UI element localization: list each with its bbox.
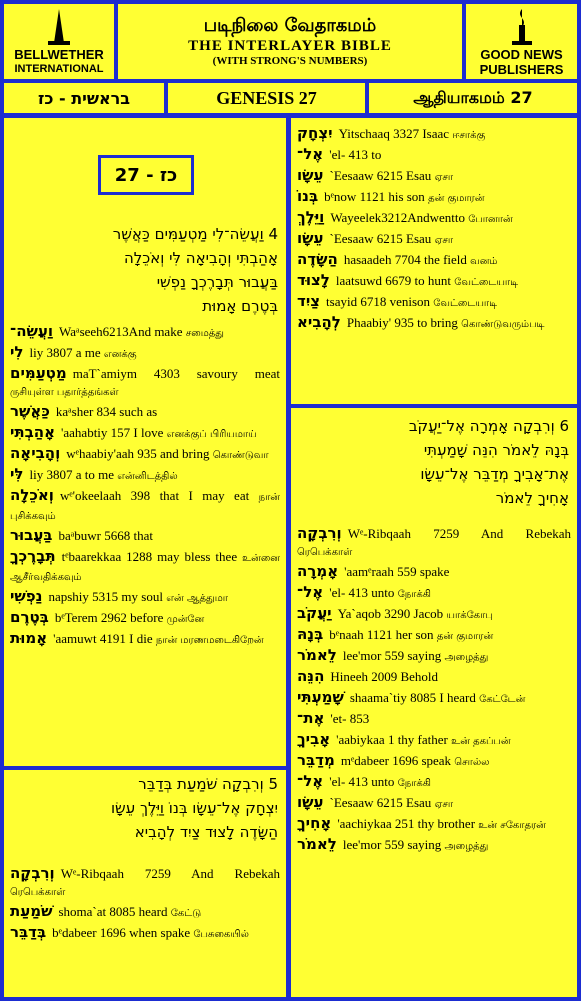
title-tamil: படிநிலை வேதாகமம் [203,15,377,36]
bellwether-logo [4,4,114,79]
word-entry [4,343,286,364]
tamil-gloss: முன்னே [166,614,205,625]
hebrew-word: אָמוּת [10,629,48,647]
word-entry [291,730,577,751]
hebrew-word: הִנֵּה [297,667,325,685]
translit-strongs-english: tsayid 6718 venison [326,294,431,309]
word-entry [4,608,286,629]
hebrew-word: לָצוּד [297,271,330,289]
word-entry [291,124,577,145]
translit-strongs-english: 'el- 413 to [329,147,382,162]
tamil-gloss: சமைத்து [185,328,224,339]
translit-strongs-english: Ya`aqob 3290 Jacob [337,606,444,621]
tamil-gloss: தன் குமாரன் [436,631,494,642]
translit-strongs-english: `Eesaaw 6215 Esau [329,795,432,810]
tamil-gloss: ஏசா [434,235,454,246]
word-entry [4,486,286,526]
verse6-line1: 6 וְרִבְקָה אָמְרָה אֶל־יַעֲקֹב [408,417,569,435]
hebrew-word: הַשָּׂדֶה [297,250,338,268]
tamil-gloss: நான் மரணமடைகிறேன் [155,635,264,646]
book-tamil: ஆதியாகமம் 27 [369,83,577,113]
hebrew-word: וְרִבְקָה [297,524,342,542]
verse6-entries [291,524,577,856]
translit-strongs-english: 'aamᵉraah 559 spake [344,564,450,579]
word-entry [291,187,577,208]
tamil-gloss: அழைத்து [444,841,489,852]
word-entry [291,688,577,709]
verse6-line3: אֶת־אָבִיךָ מְדַבֵּר אֶל־עֵשָׂו [420,465,569,483]
verse5-line3: הַשָּׂדֶה לָצוּד צַיִד לְהָבִיא [134,823,278,841]
word-entry [291,271,577,292]
translit-strongs-english: 'aahabtiy 157 I love [61,425,164,440]
translit-strongs-english: 'aachiykaa 251 thy brother [337,816,476,831]
translit-strongs-english: bᵉnow 1121 his son [324,189,425,204]
translit-strongs-english: 'et- 853 [330,711,370,726]
tamil-gloss: ஏசா [434,799,454,810]
hebrew-word: אָהַבְתִּי [10,423,56,441]
word-entry [4,629,286,650]
hebrew-word: וְרִבְקָה [10,864,55,882]
hebrew-word: אָמְרָה [297,562,339,580]
translit-strongs-english: bᵉTerem 2962 before [54,610,164,625]
word-entry [291,292,577,313]
translit-strongs-english: `Eesaaw 6215 Esau [329,231,432,246]
word-entry [291,835,577,856]
word-entry [4,864,286,902]
tamil-gloss: நோக்கி [397,589,431,600]
translit-strongs-english: 'aamuwt 4191 I die [53,631,153,646]
tamil-gloss: உன்னை ஆசீர்வதிக்கவும் [10,553,280,583]
tamil-gloss: எனக்குப் பிரியமாய் [166,429,257,440]
tamil-gloss: உன் சகோதரன் [478,820,546,831]
translit-strongs-english: wᵉ'okeelaah 398 that I may eat [59,488,250,503]
verse4-line1: 4 וַעֲשֵׂה־לִי מַטְעַמִּים כַּאֲשֶׁר [112,225,278,243]
right-logo-line1: GOOD NEWS [480,46,563,62]
verse5-entries-right [291,118,577,334]
hebrew-word: בְּדַבֵּר [10,923,47,941]
translit-strongs-english: Wayeelek3212Andwentto [330,210,466,225]
hebrew-word: תְּבָרֶכְךָ [10,547,56,565]
tamil-gloss: தன் குமாரன் [428,193,485,204]
book-english: GENESIS 27 [168,83,365,113]
hebrew-word: לִּי [10,465,24,483]
word-entry [291,709,577,730]
hebrew-word: שֹׁמַעַת [10,902,53,920]
verse5-entries-left [4,864,286,944]
word-entry [291,583,577,604]
hebrew-word: לְהָבִיא [297,313,341,331]
tamil-gloss: ஏசா [434,172,454,183]
translit-strongs-english: Wᵉ-Ribqaah 7259 And Rebekah [347,526,571,541]
verse5-hebrew [4,770,286,844]
word-entry [291,208,577,229]
word-entry [291,625,577,646]
tamil-gloss: கேட்டேன் [479,694,526,705]
hebrew-word: בְּנָהּ [297,625,324,643]
tamil-gloss: சொல்ல [454,757,490,768]
verse6-line4: אָחִיךָ לֵאמֹר [495,489,569,507]
tamil-gloss: என்னிடத்தில் [117,471,178,482]
word-entry [4,364,286,402]
torch-icon [507,7,537,47]
left-logo-line2: INTERNATIONAL [14,62,104,75]
goodnews-logo [466,4,577,79]
tamil-gloss: ரெபெக்காள் [10,887,66,898]
left-logo-line1: BELLWETHER [14,46,104,62]
title-block [118,4,462,79]
hebrew-word: בְּנוֹ [297,187,319,205]
hebrew-word: לֵאמֹר [297,835,337,853]
verse5-line1: 5 וְרִבְקָה שֹׁמַעַת בְּדַבֵּר [138,775,278,793]
hebrew-word: יַעֲקֹב [297,604,332,622]
verse6-line2: בְּנָהּ לֵאמֹר הִנֵּה שָׁמַעְתִּי [423,441,569,459]
word-entry [4,423,286,444]
word-entry [4,465,286,486]
hebrew-word: אָבִיךָ [297,730,331,748]
verse4-line3: בַּעֲבוּר תְּבָרֶכְךָ נַפְשִׁי [156,273,278,291]
word-entry [4,547,286,587]
title-english: THE INTERLAYER BIBLE [188,38,392,54]
verse5-panel [4,770,286,997]
tamil-gloss: நோக்கி [397,778,431,789]
word-entry [291,667,577,688]
translit-strongs-english: Hineeh 2009 Behold [330,669,439,684]
translit-strongs-english: bᵉnaah 1121 her son [329,627,434,642]
word-entry [4,526,286,547]
verse4-panel [4,118,286,766]
word-entry [4,923,286,944]
verse6-panel [291,408,577,997]
verse5-continued-panel [291,118,577,404]
hebrew-word: וְהָבִיאָה [10,444,61,462]
word-entry [291,562,577,583]
word-entry [291,313,577,334]
hebrew-word: נַפְשִׁי [10,587,43,605]
verse4-entries [4,322,286,650]
tamil-gloss: ரெபெக்காள் [297,547,353,558]
translit-strongs-english: bᵉdabeer 1696 when spake [52,925,191,940]
word-entry [4,444,286,465]
tamil-gloss: வனம் [470,256,498,267]
hebrew-word: אֶל־ [297,145,324,163]
tamil-gloss: கொண்டுவா [212,450,269,461]
translit-strongs-english: kaᵃsher 834 such as [55,404,158,419]
hebrew-word: בְּטֶרֶם [10,608,49,626]
verse5-line2: יִצְחָק אֶל־עֵשָׂו בְּנוֹ וַיֵּלֶךְ עֵשָׂו [110,799,278,817]
title-subtitle: (WITH STRONG'S NUMBERS) [212,55,368,67]
hebrew-word: אֶל־ [297,583,324,601]
right-logo-line2: PUBLISHERS [479,61,564,77]
hebrew-word: וַיֵּלֶךְ [297,208,325,226]
translit-strongs-english: baᵃbuwr 5668 that [58,528,153,543]
hebrew-word: אֶל־ [297,772,324,790]
verse6-hebrew [291,408,577,510]
tower-icon [44,7,74,47]
translit-strongs-english: tᵉbaarekkaa 1288 may bless thee [61,549,238,564]
translit-strongs-english: Wᵉ-Ribqaah 7259 And Rebekah [60,866,280,881]
hebrew-word: יִצְחָק [297,124,333,142]
word-entry [291,793,577,814]
verse4-line4: בְּטֶרֶם אָמוּת [202,297,278,315]
hebrew-word: כַּאֲשֶׁר [10,402,50,420]
hebrew-word: צַיִד [297,292,321,310]
word-entry [291,250,577,271]
translit-strongs-english: Yitschaaq 3327 Isaac [338,126,450,141]
translit-strongs-english: wᵉhaabiy'aah 935 and bring [66,446,210,461]
translit-strongs-english: shaama`tiy 8085 I heard [349,690,476,705]
translit-strongs-english: 'aabiykaa 1 thy father [336,732,448,747]
tamil-gloss: கேட்டு [170,908,202,919]
hebrew-word: מְדַבֵּר [297,751,335,769]
verse4-line2: אָהַבְתִּי וְהָבִיאָה לִּי וְאֹכֵלָה [123,249,278,267]
tamil-gloss: ஈசாக்கு [452,130,486,141]
translit-strongs-english: lee'mor 559 saying [342,648,442,663]
translit-strongs-english: liy 3807 a me [29,345,101,360]
hebrew-word: עֵשָׂו [297,229,324,247]
translit-strongs-english: lee'mor 559 saying [342,837,442,852]
translit-strongs-english: liy 3807 a to me [29,467,114,482]
translit-strongs-english: mᵉdabeer 1696 speak [340,753,452,768]
translit-strongs-english: 'el- 413 unto [329,585,395,600]
word-entry [291,524,577,562]
word-entry [291,604,577,625]
hebrew-word: אָחִיךָ [297,814,332,832]
tamil-gloss: நான் புசிக்கவும் [10,492,280,522]
hebrew-word: שָׁמַעְתִּי [297,688,344,706]
tamil-gloss: வேட்டையாடி [454,277,519,288]
tamil-gloss: அழைத்து [444,652,489,663]
tamil-gloss: யாக்கோபு [446,610,493,621]
tamil-gloss: போனான் [468,214,513,225]
word-entry [4,402,286,423]
word-entry [4,322,286,343]
tamil-gloss: கொண்டுவரும்படி [461,319,545,330]
chapter-box: 27 - כז [98,155,194,195]
word-entry [291,646,577,667]
hebrew-word: בַּעֲבוּר [10,526,53,544]
book-hebrew: בראשית - כז [4,83,164,113]
hebrew-word: מַטְעַמִּים [10,364,67,382]
tamil-gloss: ருசியுள்ள பதார்த்தங்கள் [10,387,119,398]
word-entry [291,145,577,166]
word-entry [291,814,577,835]
hebrew-word: וְאֹכֵלָה [10,486,54,504]
translit-strongs-english: maT`amiym 4303 savoury meat [72,366,280,381]
translit-strongs-english: napshiy 5315 my soul [48,589,163,604]
tamil-gloss: எனக்கு [103,349,137,360]
translit-strongs-english: Waᵃseeh6213And make [59,324,183,339]
translit-strongs-english: `Eesaaw 6215 Esau [329,168,432,183]
tamil-gloss: வேட்டையாடி [433,298,498,309]
hebrew-word: אֶת־ [297,709,325,727]
translit-strongs-english: 'el- 413 unto [329,774,395,789]
tamil-gloss: பேசுகையில் [193,929,249,940]
hebrew-word: לֵאמֹר [297,646,337,664]
translit-strongs-english: shoma`at 8085 heard [58,904,168,919]
word-entry [291,751,577,772]
hebrew-word: וַעֲשֵׂה־ [10,322,54,340]
word-entry [291,166,577,187]
word-entry [291,229,577,250]
translit-strongs-english: Phaabiy' 935 to bring [346,315,458,330]
hebrew-word: עֵשָׂו [297,166,324,184]
word-entry [4,902,286,923]
word-entry [4,587,286,608]
translit-strongs-english: hasaadeh 7704 the field [343,252,467,267]
verse4-hebrew [4,222,286,318]
hebrew-word: עֵשָׂו [297,793,324,811]
translit-strongs-english: laatsuwd 6679 to hunt [335,273,452,288]
hebrew-word: לִי [10,343,24,361]
tamil-gloss: என் ஆத்துமா [166,593,228,604]
word-entry [291,772,577,793]
tamil-gloss: உன் தகப்பன் [451,736,511,747]
